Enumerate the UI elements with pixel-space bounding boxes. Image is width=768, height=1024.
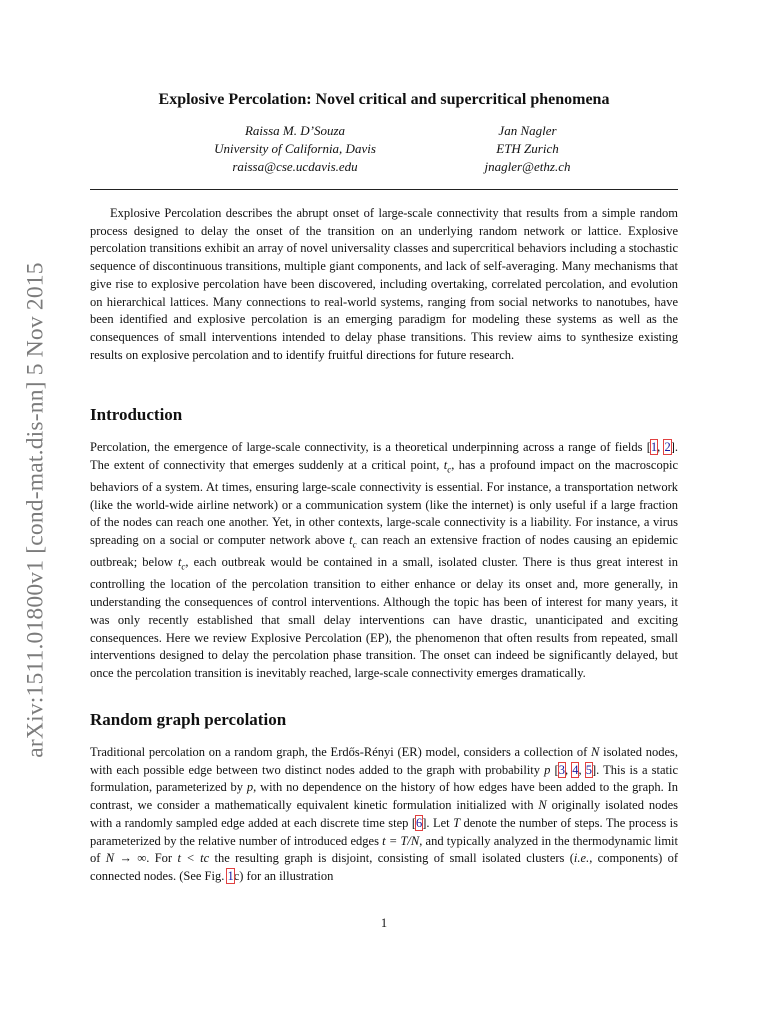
math-tc: $t_c$ <box>349 533 357 550</box>
arxiv-identifier: arXiv:1511.01800v1 [cond-mat.dis-nn] 5 Nov 2015 <box>22 262 49 758</box>
math-var: N <box>538 798 547 813</box>
author-block-2 <box>440 122 615 176</box>
section-heading-random-graph: Random graph percolation <box>90 710 287 729</box>
abstract-paragraph: Explosive Percolation describes the abrupt onset of large-scale connectivity that results from a simple random process designed to delay the onset of the transition on an underlying random network or lattice. Explosive percolation transitions exhibit an array of novel universality classes and supercritical behaviors including a stochastic sequence of discontinuous transitions, multiple giant components, and lack of self-averaging. Many mechanisms that give rise to explosive percolation have been discovered, including overtaking, correlated percolation, and evolution on hierarchical lattices. Many connections to real-world systems, ranging from social networks to nanotubes, have been identified and explosive percolation is an emerging paradigm for modeling these systems as well as the consequences of small interventions intended to delay phase transitions. This review aims to synthesize existing results on explosive percolation and to identify fruitful directions for future research. <box>90 206 678 362</box>
math-tc: $t_c$ <box>177 555 186 572</box>
introduction-paragraph: Percolation, the emergence of large-scale connectivity, is a theoretical underpinning across a range of fields [1, 2]. The extent of connectivity that emerges suddenly at a critical point, $t_c$, has a profound impact on the macroscopic behaviors of a system. At times, ensuring large-scale connectivity is essential. For instance, a transportation network (like the world-wide airline network) or a communication system (like the internet) is only useful if a large fraction of the nodes can reach one another. Yet, in other contexts, large-scale connectivity is a liability. For instance, a virus spreading on a social or computer network above $t_c$ can reach an extensive fraction of nodes causing an epidemic outbreak; below $t_c$, each outbreak would be contained in a small, isolated cluster. There is thus great interest in controlling the location of the percolation transition to either enhance or delay its onset and, more generally, in understanding the consequences of control interventions. Although the topic has been of interest for many years, it was only recently established that small delay interventions can have drastic, unanticipated and exciting consequences. Here we review Explosive Percolation (EP), the phenomenon that often results from repeated, small interventions designed to delay the percolation phase transition. The onset can indeed be significantly delayed, but once the percolation transition is inevitably reached, large-scale connectivity emerges dramatically. <box>90 440 678 680</box>
math-var: p <box>246 780 254 795</box>
author-name: Jan Nagler <box>498 123 557 138</box>
author-email[interactable]: jnagler@ethz.ch <box>484 159 571 174</box>
random-graph-paragraph: Traditional percolation on a random graph, the Erdős-Rényi (ER) model, considers a collection of N isolated nodes, with each possible edge between two distinct nodes added to the graph with probability p [3, 4, 5]. This is a static formulation, parameterized by p, with no dependence on the history of how edges have been added to the graph. In contrast, we consider a mathematically equivalent kinetic formulation initialized with N originally isolated nodes with a randomly sampled edge added at each discrete time step [6]. Let T denote the number of steps. The process is parameterized by the relative number of introduced edges t = T/N, and typically analyzed in the thermodynamic limit of N → ∞. For t < tc the resulting graph is disjoint, consisting of small isolated clusters (i.e., components) of connected nodes. (See Fig. 1c) for an illustration <box>90 745 679 883</box>
author-affiliation: University of California, Davis <box>214 141 376 156</box>
figure-link[interactable]: 1 <box>227 868 234 883</box>
citation-link[interactable]: 4 <box>572 762 579 777</box>
math-var: N <box>591 745 600 759</box>
math-var: T <box>453 815 461 830</box>
paper-title: Explosive Percolation: Novel critical and supercritical phenomena <box>158 91 610 108</box>
title-divider <box>90 189 678 190</box>
section-heading-introduction: Introduction <box>90 405 183 424</box>
abstract <box>90 205 678 364</box>
math-equation: t = T/N <box>382 833 420 848</box>
citation-link[interactable]: 1 <box>650 440 658 454</box>
random-graph-section <box>90 744 678 886</box>
abbreviation: i.e. <box>573 851 590 866</box>
math-var: p <box>544 762 551 777</box>
citation-link[interactable]: 3 <box>558 762 565 777</box>
page-number: 1 <box>380 916 388 930</box>
math-tc: $t_c$ <box>443 457 452 475</box>
math-equation: t < tc <box>177 851 210 866</box>
citation-link[interactable]: 5 <box>585 762 592 777</box>
author-email[interactable]: raissa@cse.ucdavis.edu <box>232 159 358 174</box>
introduction-section <box>90 439 678 683</box>
author-block-1 <box>190 122 400 176</box>
arxiv-sidebar <box>22 232 50 788</box>
citation-link[interactable]: 6 <box>416 815 423 830</box>
math-equation: N → ∞ <box>105 851 147 866</box>
citation-link[interactable]: 2 <box>664 440 671 454</box>
author-affiliation: ETH Zurich <box>496 141 559 156</box>
author-name: Raissa M. D’Souza <box>244 123 346 138</box>
